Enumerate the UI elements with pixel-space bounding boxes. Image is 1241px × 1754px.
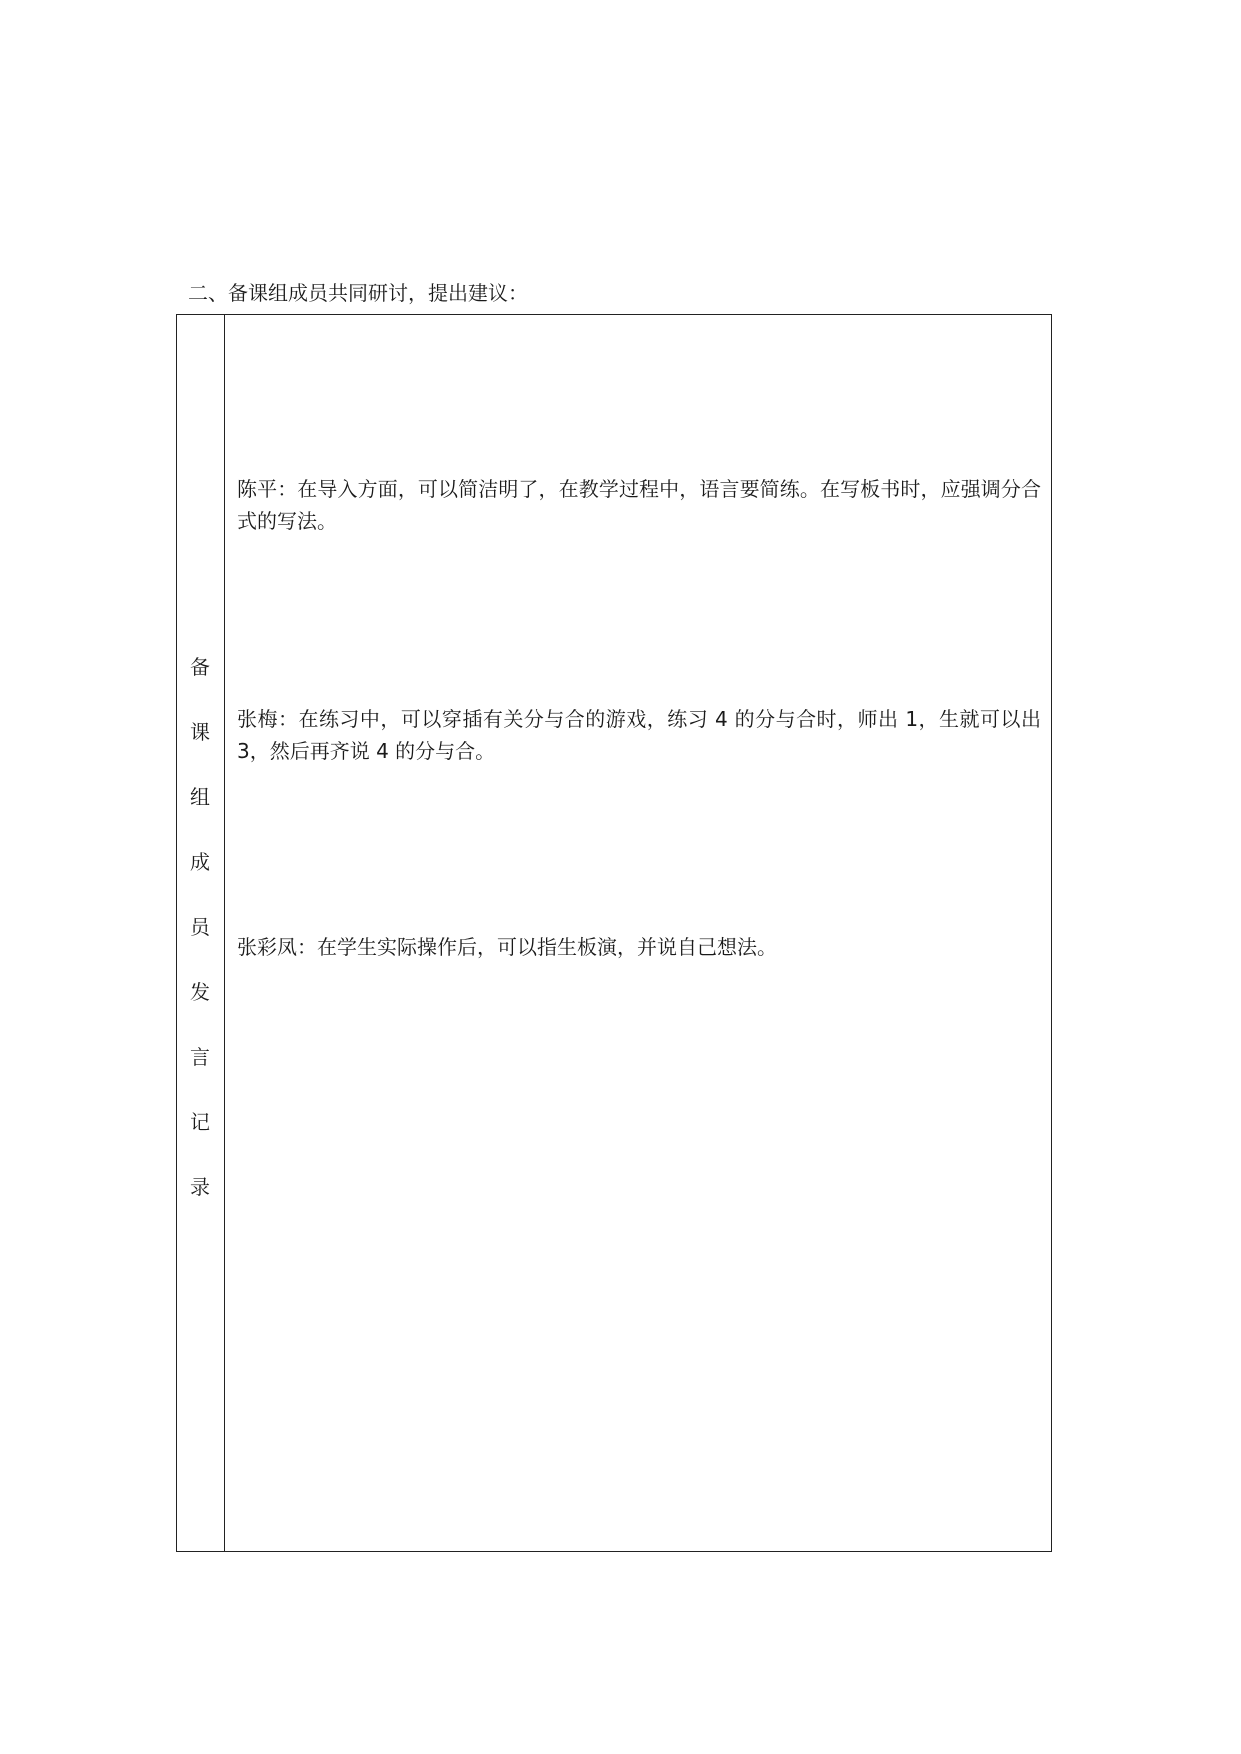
label-char: 言 — [190, 1045, 210, 1069]
label-char: 记 — [190, 1110, 210, 1134]
label-char: 发 — [190, 980, 210, 1004]
section-heading: 二、备课组成员共同研讨，提出建议： — [188, 281, 528, 305]
label-char: 成 — [190, 850, 210, 874]
label-char: 员 — [190, 915, 210, 939]
record-content-column — [225, 315, 1051, 1551]
label-char: 录 — [190, 1175, 210, 1199]
member-comment: 张梅：在练习中，可以穿插有关分与合的游戏，练习 4 的分与合时，师出 1，生就可以出 3，然后再齐说 4 的分与合。 — [237, 707, 1041, 763]
discussion-record-table — [176, 314, 1052, 1552]
label-char: 课 — [190, 720, 210, 744]
member-comment: 陈平：在导入方面，可以简洁明了，在教学过程中，语言要简练。在写板书时，应强调分合式的写法。 — [237, 477, 1041, 533]
label-char: 备 — [190, 655, 210, 679]
record-label-column — [177, 315, 225, 1551]
label-char: 组 — [190, 785, 210, 809]
member-comment: 张彩凤：在学生实际操作后，可以指生板演，并说自己想法。 — [237, 935, 777, 959]
